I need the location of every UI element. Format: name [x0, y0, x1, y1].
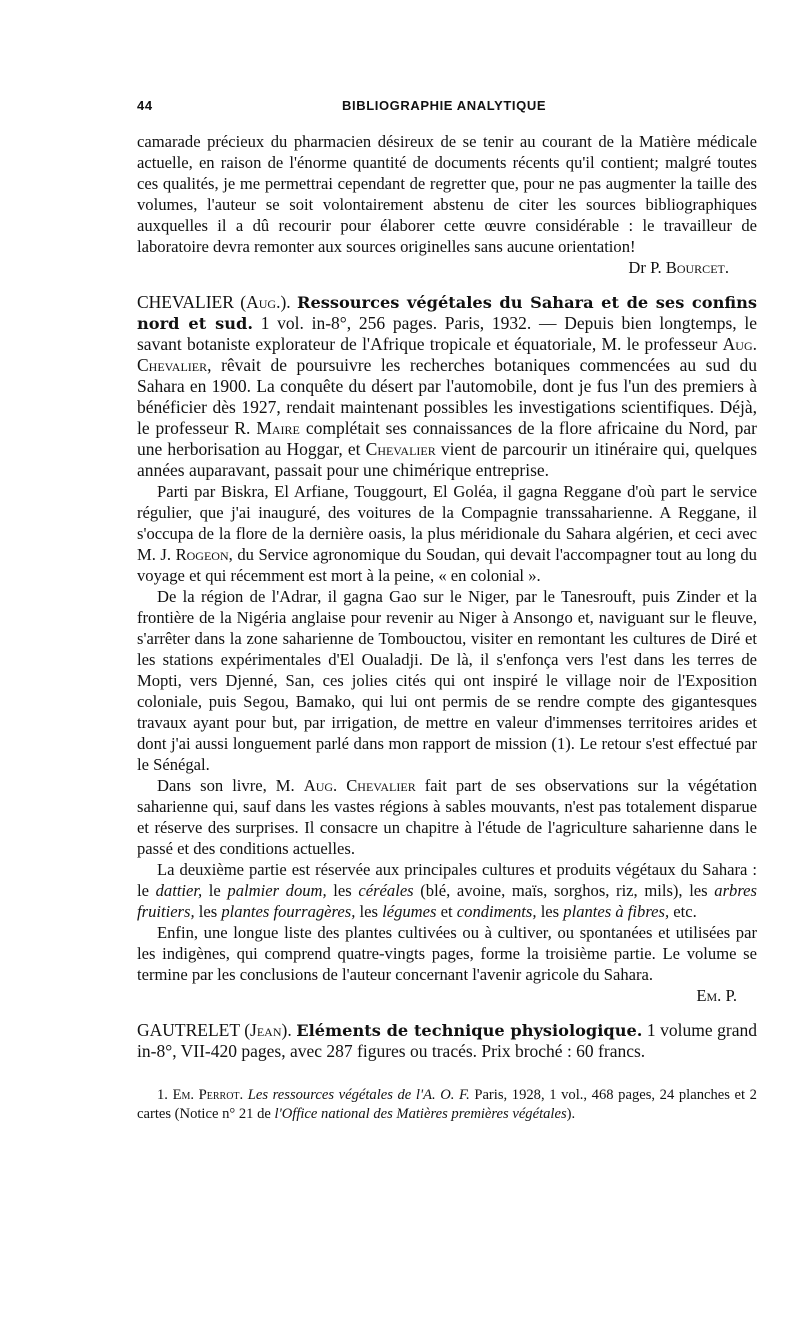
- entry-author: CHEVALIER: [137, 292, 234, 312]
- review-signature: Em. P.: [696, 986, 737, 1005]
- page-number: 44: [137, 98, 153, 113]
- entry-biblio: 1 vol. in-8°, 256 pages. Paris, 1932. —: [260, 313, 557, 333]
- entry-author: GAUTRELET: [137, 1020, 240, 1040]
- entry-title: Eléments de technique physiologique.: [296, 1021, 643, 1040]
- review-continuation: camarade précieux du pharmacien désireux de se tenir au courant de la Matière médicale actuelle, en raison de l'énorme quantité de documents récents qu'il contient; malgré toutes ces qualités, je me permettrai cependant de regretter que, pour ne pas augmenter la taille des volumes, l'auteur se soit volontairement abstenu de citer les sources bibliographiques auxquelles il a dû recourir pour élaborer cette œuvre considérable : le travailleur de laboratoire devra remonter aux sources originelles sans aucune orientation!: [137, 132, 757, 256]
- footnote-title: Les ressources végétales de l'A. O. F.: [247, 1087, 470, 1103]
- paragraph: La deuxième partie est réservée aux principales cultures et produits végétaux du Sahara : le dattier, le palmier doum, les céréales (blé, avoine, maïs, sorghos, riz, mils), les arbres fruitiers, les plantes fourragères, les légumes et condiments, les plantes à fibres, etc.: [137, 860, 757, 921]
- review-entry-gautrelet: [137, 1020, 757, 1062]
- entry-heading: CHEVALIER (Aug.). Ressources végétales du Sahara et de ses confins nord et sud. 1 vol. in-8°, 256 pages. Paris, 1932. — Depuis bien longtemps, le savant botaniste explorateur de l'Afrique tropicale et équatoriale, M. le professeur Aug. Chevalier, rêvait de poursuivre les recherches botaniques commencées au sud du Sahara en 1900. La conquête du désert par l'automobile, dont je fus l'un des premiers à bénéficier dès 1927, rendait maintenant possibles les investigations scientifiques. Déjà, le professeur R. Maire complétait ses connaissances de la flore africaine du Nord, par une herborisation au Hoggar, et Chevalier vient de parcourir un itinéraire qui, quelques années auparavant, passait pour une chimérique entreprise.: [137, 292, 758, 480]
- document-page: [137, 98, 757, 1124]
- entry-title: Ressources végétales du Sahara et de ses confins nord et sud.: [137, 293, 758, 333]
- footnote: 1. Em. Perrot. Les ressources végétales de l'A. O. F. Paris, 1928, 1 vol., 468 pages, 24 planches et 2 cartes (Notice n° 21 de l'Office national des Matières premières végétales).: [137, 1087, 757, 1122]
- paragraph: Parti par Biskra, El Arfiane, Touggourt, El Goléa, il gagna Reggane d'où part le service régulier, que j'ai inauguré, des voitures de la Compagnie transsaharienne. A Reggane, il s'occupa de la flore de la dernière oasis, la plus méridionale du Sahara algérien, et ceci avec M. J. Rogeon, du Service agronomique du Soudan, qui devait l'accompagner tout au long du voyage et qui récemment est mort à la peine, « en colonial ».: [137, 482, 757, 585]
- running-title: BIBLIOGRAPHIE ANALYTIQUE: [342, 98, 547, 113]
- footnote-author: Em. Perrot.: [172, 1087, 244, 1103]
- entry-author-first: (Jean).: [244, 1020, 292, 1040]
- review-signature: Dr P. Bourcet.: [628, 258, 729, 277]
- paragraph: De la région de l'Adrar, il gagna Gao sur le Niger, par le Tanesrouft, puis Zinder et la frontière de la Nigéria anglaise pour revenir au Niger à Ansongo et, naviguant sur le fleuve, s'arrêter dans la zone saharienne de Tombouctou, visiter en remontant les cultures de Diré et les stations expérimentales d'El Oualadji. De là, il s'enfonça vers l'est dans les terres de Mopti, vers Djenné, San, ces jolies cités qui ont inspiré le village noir de l'Exposition coloniale, puis Segou, Bamako, qui lui ont permis de se rendre compte des gigantesques travaux ayant pour but, par irrigation, de mettre en valeur d'immenses territoires arides et dont j'ai aussi longuement parlé dans mon rapport de mission (1). Le retour s'est effectué par le Sénégal.: [137, 587, 757, 774]
- review-entry-chevalier: [137, 292, 757, 1006]
- paragraph: Enfin, une longue liste des plantes cultivées ou à cultiver, ou spontanées et utilisées par les indigènes, qui comprend quatre-vingts pages, forme la troisième partie. Le volume se termine par les conclusions de l'auteur concernant l'avenir agricole du Sahara.: [137, 923, 757, 984]
- entry-heading: [137, 1020, 757, 1062]
- page-header: [137, 98, 757, 113]
- footnote-number: 1.: [157, 1087, 168, 1103]
- entry-biblio: 1 volume grand in-8°, VII-420 pages, avec 287 figures ou tracés. Prix broché : 60 francs.: [137, 1020, 757, 1061]
- paragraph: Dans son livre, M. Aug. Chevalier fait part de ses observations sur la végétation saharienne qui, sauf dans les vastes régions à sables mouvants, n'est pas totalement disparue et réserve des surprises. Il consacre un chapitre à l'étude de l'agriculture saharienne dans le passé et des conditions actuelles.: [137, 776, 758, 858]
- entry-author-first: (Aug.).: [240, 292, 291, 312]
